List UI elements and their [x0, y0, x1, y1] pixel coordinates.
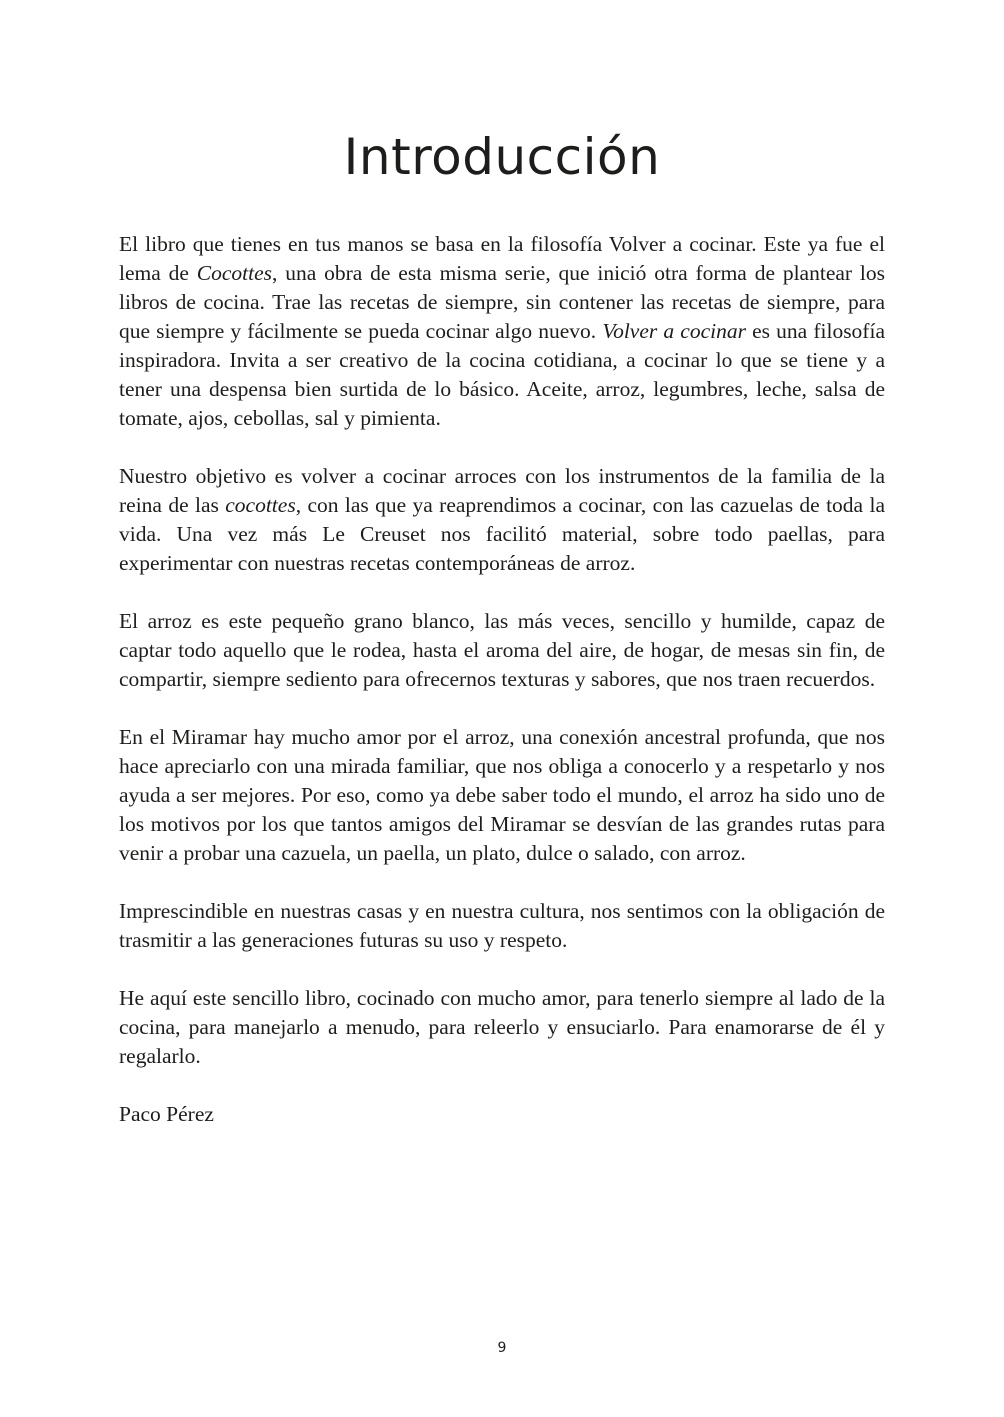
page-number: 9	[497, 1340, 507, 1356]
text-segment: En el Miramar hay mucho amor por el arroz, una conexión ancestral profunda, que nos hace apreciarlo con una mirada familiar, que nos obliga a conocerlo y a respetarlo y nos ayuda a ser mejores. Por eso, como ya debe saber todo el mundo, el arroz ha sido uno de los motivos por los que tantos amigos del Miramar se desvían de las grandes rutas para venir a probar una cazuela, un paella, un plato, dulce o salado, con arroz.	[119, 725, 885, 865]
body-text	[119, 230, 885, 1158]
text-segment: es una filosofía inspiradora. Invita a ser creativo de la cocina cotidiana, a cocinar lo que se tiene y a tener una despensa bien surtida de lo básico. Aceite, arroz, legumbres, leche, salsa de tomate, ajos, cebollas, sal y pimienta.	[119, 319, 885, 430]
paragraph	[119, 897, 885, 955]
text-segment: El arroz es este pequeño grano blanco, las más veces, sencillo y humilde, capaz de captar todo aquello que le rodea, hasta el aroma del aire, de hogar, de mesas sin fin, de compartir, siempre sediento para ofrecernos texturas y sabores, que nos traen recuerdos.	[119, 609, 885, 691]
italic-phrase: Volver a cocinar	[602, 319, 746, 343]
text-segment: He aquí este sencillo libro, cocinado con mucho amor, para tenerlo siempre al lado de la cocina, para manejarlo a menudo, para releerlo y ensuciarlo. Para enamorarse de él y regalarlo.	[119, 986, 885, 1068]
text-segment: Nuestro objetivo es volver a cocinar arroces con los instrumentos de la familia de la reina de las	[119, 464, 885, 517]
paragraph	[119, 984, 885, 1071]
paragraph	[119, 607, 885, 694]
italic-title: Cocottes	[196, 261, 273, 285]
text-segment: Imprescindible en nuestras casas y en nuestra cultura, nos sentimos con la obligación de trasmitir a las generaciones futuras su uso y respeto.	[119, 899, 885, 952]
author-signature: Paco Pérez	[119, 1102, 214, 1126]
page-title: Introducción	[343, 128, 661, 186]
text-segment: , una obra de esta misma serie, que inició otra forma de plantear los libros de cocina. Trae las recetas de siempre, sin contener las recetas de siempre, para que siempre y fácilmente se pueda cocinar algo nuevo.	[119, 261, 885, 343]
paragraph	[119, 462, 885, 578]
text-segment: , con las que ya reaprendimos a cocinar, con las cazuelas de toda la vida. Una vez más Le Creuset nos facilitó material, sobre todo paellas, para experimentar con nuestras recetas contemporáneas de arroz.	[119, 493, 885, 575]
paragraph	[119, 230, 885, 433]
italic-word: cocottes	[225, 493, 296, 517]
paragraph	[119, 723, 885, 868]
text-segment: El libro que tienes en tus manos se basa en la filosofía Volver a cocinar. Este ya fue el lema de	[119, 232, 885, 285]
